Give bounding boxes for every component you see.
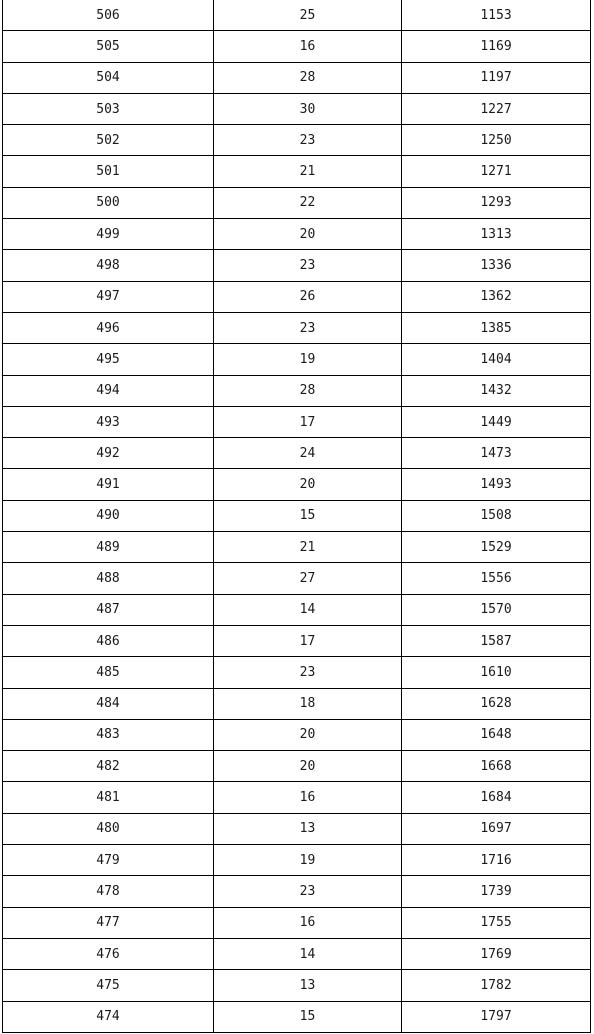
table-row — [3, 375, 591, 406]
cumulative-cell: 1432 — [402, 375, 591, 406]
table-row — [3, 813, 591, 844]
table-row — [3, 93, 591, 124]
count-cell: 24 — [214, 438, 402, 469]
count-cell: 23 — [214, 312, 402, 343]
count-cell: 25 — [214, 0, 402, 31]
score-cell: 483 — [3, 719, 214, 750]
cumulative-cell: 1293 — [402, 187, 591, 218]
score-table — [2, 0, 591, 1033]
count-cell: 16 — [214, 782, 402, 813]
score-cell: 500 — [3, 187, 214, 218]
count-cell: 28 — [214, 62, 402, 93]
cumulative-cell: 1473 — [402, 438, 591, 469]
cumulative-cell: 1153 — [402, 0, 591, 31]
table-row — [3, 845, 591, 876]
score-cell: 499 — [3, 219, 214, 250]
table-row — [3, 31, 591, 62]
count-cell: 19 — [214, 845, 402, 876]
cumulative-cell: 1493 — [402, 469, 591, 500]
cumulative-cell: 1197 — [402, 62, 591, 93]
cumulative-cell: 1697 — [402, 813, 591, 844]
score-cell: 488 — [3, 563, 214, 594]
cumulative-cell: 1782 — [402, 970, 591, 1001]
cumulative-cell: 1227 — [402, 93, 591, 124]
count-cell: 20 — [214, 219, 402, 250]
cumulative-cell: 1570 — [402, 594, 591, 625]
score-cell: 502 — [3, 125, 214, 156]
count-cell: 30 — [214, 93, 402, 124]
count-cell: 14 — [214, 938, 402, 969]
score-cell: 495 — [3, 344, 214, 375]
count-cell: 16 — [214, 907, 402, 938]
score-cell: 493 — [3, 406, 214, 437]
cumulative-cell: 1250 — [402, 125, 591, 156]
score-cell: 504 — [3, 62, 214, 93]
cumulative-cell: 1169 — [402, 31, 591, 62]
table-row — [3, 594, 591, 625]
score-cell: 480 — [3, 813, 214, 844]
cumulative-cell: 1587 — [402, 625, 591, 656]
cumulative-cell: 1797 — [402, 1001, 591, 1032]
count-cell: 17 — [214, 625, 402, 656]
score-cell: 481 — [3, 782, 214, 813]
count-cell: 16 — [214, 31, 402, 62]
table-row — [3, 532, 591, 563]
table-row — [3, 281, 591, 312]
cumulative-cell: 1556 — [402, 563, 591, 594]
count-cell: 17 — [214, 406, 402, 437]
score-cell: 498 — [3, 250, 214, 281]
table-row — [3, 657, 591, 688]
count-cell: 15 — [214, 500, 402, 531]
table-row — [3, 1001, 591, 1032]
table-row — [3, 938, 591, 969]
cumulative-cell: 1385 — [402, 312, 591, 343]
score-cell: 487 — [3, 594, 214, 625]
table-row — [3, 219, 591, 250]
count-cell: 13 — [214, 813, 402, 844]
table-row — [3, 751, 591, 782]
score-cell: 485 — [3, 657, 214, 688]
score-cell: 475 — [3, 970, 214, 1001]
cumulative-cell: 1404 — [402, 344, 591, 375]
table-row — [3, 0, 591, 31]
cumulative-cell: 1508 — [402, 500, 591, 531]
table-row — [3, 250, 591, 281]
cumulative-cell: 1739 — [402, 876, 591, 907]
table-row — [3, 688, 591, 719]
score-cell: 489 — [3, 532, 214, 563]
cumulative-cell: 1684 — [402, 782, 591, 813]
table-row — [3, 782, 591, 813]
table-row — [3, 438, 591, 469]
cumulative-cell: 1271 — [402, 156, 591, 187]
cumulative-cell: 1529 — [402, 532, 591, 563]
table-row — [3, 563, 591, 594]
count-cell: 22 — [214, 187, 402, 218]
cumulative-cell: 1313 — [402, 219, 591, 250]
table-row — [3, 876, 591, 907]
table-row — [3, 125, 591, 156]
count-cell: 13 — [214, 970, 402, 1001]
table-row — [3, 469, 591, 500]
cumulative-cell: 1769 — [402, 938, 591, 969]
score-cell: 491 — [3, 469, 214, 500]
score-cell: 505 — [3, 31, 214, 62]
cumulative-cell: 1668 — [402, 751, 591, 782]
count-cell: 14 — [214, 594, 402, 625]
count-cell: 27 — [214, 563, 402, 594]
score-cell: 479 — [3, 845, 214, 876]
count-cell: 20 — [214, 719, 402, 750]
table-row — [3, 406, 591, 437]
count-cell: 15 — [214, 1001, 402, 1032]
table-row — [3, 970, 591, 1001]
table-row — [3, 62, 591, 93]
score-cell: 476 — [3, 938, 214, 969]
score-cell: 494 — [3, 375, 214, 406]
score-cell: 486 — [3, 625, 214, 656]
score-cell: 477 — [3, 907, 214, 938]
cumulative-cell: 1716 — [402, 845, 591, 876]
score-table-body — [3, 0, 591, 1032]
cumulative-cell: 1449 — [402, 406, 591, 437]
score-cell: 501 — [3, 156, 214, 187]
score-cell: 474 — [3, 1001, 214, 1032]
count-cell: 21 — [214, 156, 402, 187]
table-row — [3, 625, 591, 656]
score-cell: 496 — [3, 312, 214, 343]
score-cell: 478 — [3, 876, 214, 907]
table-row — [3, 312, 591, 343]
count-cell: 21 — [214, 532, 402, 563]
score-cell: 492 — [3, 438, 214, 469]
table-row — [3, 719, 591, 750]
count-cell: 23 — [214, 657, 402, 688]
cumulative-cell: 1628 — [402, 688, 591, 719]
count-cell: 23 — [214, 876, 402, 907]
table-row — [3, 344, 591, 375]
count-cell: 26 — [214, 281, 402, 312]
count-cell: 23 — [214, 250, 402, 281]
cumulative-cell: 1610 — [402, 657, 591, 688]
cumulative-cell: 1755 — [402, 907, 591, 938]
score-cell: 506 — [3, 0, 214, 31]
table-row — [3, 187, 591, 218]
score-cell: 482 — [3, 751, 214, 782]
count-cell: 20 — [214, 751, 402, 782]
score-cell: 490 — [3, 500, 214, 531]
table-row — [3, 907, 591, 938]
count-cell: 28 — [214, 375, 402, 406]
table-row — [3, 156, 591, 187]
table-row — [3, 500, 591, 531]
cumulative-cell: 1648 — [402, 719, 591, 750]
score-table-container — [2, 0, 591, 1033]
cumulative-cell: 1336 — [402, 250, 591, 281]
count-cell: 20 — [214, 469, 402, 500]
score-cell: 497 — [3, 281, 214, 312]
count-cell: 18 — [214, 688, 402, 719]
count-cell: 23 — [214, 125, 402, 156]
count-cell: 19 — [214, 344, 402, 375]
score-cell: 484 — [3, 688, 214, 719]
cumulative-cell: 1362 — [402, 281, 591, 312]
score-cell: 503 — [3, 93, 214, 124]
